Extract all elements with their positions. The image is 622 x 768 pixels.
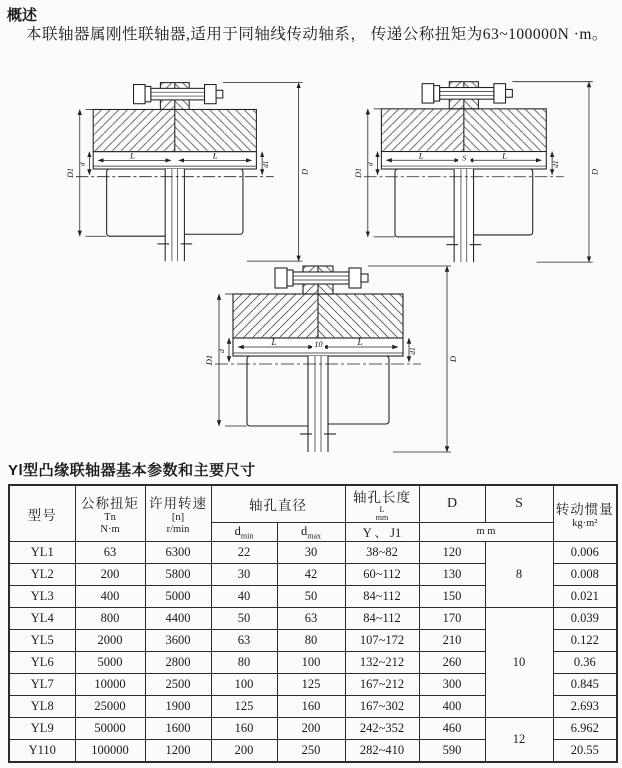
col-header-S: S (485, 485, 553, 523)
cell-S: 8 (485, 542, 553, 608)
col-header-ds-unit: m m (419, 523, 553, 542)
cell-model: YL2 (9, 564, 75, 586)
dim-label-d: d (78, 162, 87, 166)
coupling-diagram-top-right (310, 72, 608, 266)
dim-label-L-left: L (418, 150, 424, 161)
cell-dmax: 63 (277, 608, 345, 630)
cell-dmin: 125 (211, 696, 277, 718)
inertia-label: 转动惯量 (555, 501, 614, 517)
dmax-sub: max (307, 531, 322, 541)
col-header-dmax (277, 523, 345, 542)
col-header-bore-length (345, 485, 419, 523)
cell-model: YL3 (9, 586, 75, 608)
cell-speed: 6300 (145, 542, 211, 564)
cell-dmin: 50 (211, 608, 277, 630)
cell-dmax: 200 (277, 718, 345, 740)
cell-torque: 50000 (75, 718, 145, 740)
parameters-table-body (9, 542, 617, 762)
dim-label-D: D (300, 168, 310, 175)
coupling-drawing (163, 256, 463, 456)
cell-dmax: 125 (277, 674, 345, 696)
cell-speed: 1200 (145, 740, 211, 762)
cell-model: YL7 (9, 674, 75, 696)
dim-label-D1: D1 (66, 167, 76, 178)
cell-dmax: 42 (277, 564, 345, 586)
cell-model: YL9 (9, 718, 75, 740)
cell-dmin: 160 (211, 718, 277, 740)
col-header-bore-diameter: 轴孔直径 (211, 485, 345, 523)
cell-torque: 800 (75, 608, 145, 630)
inertia-unit: kg·m² (572, 517, 598, 529)
dim-label-d1: d1 (551, 160, 560, 168)
cell-bore-length: 282~410 (345, 740, 419, 762)
cell-model: Y110 (9, 740, 75, 762)
cell-speed: 3600 (145, 630, 211, 652)
speed-symbol: [n] (171, 512, 185, 524)
cell-torque: 63 (75, 542, 145, 564)
dmin-base: d (234, 523, 241, 538)
cell-bore-length: 84~112 (345, 608, 419, 630)
cell-torque: 10000 (75, 674, 145, 696)
table-row (9, 718, 617, 740)
cell-S: 10 (485, 608, 553, 718)
cell-S: 12 (485, 718, 553, 762)
cell-D: 590 (419, 740, 485, 762)
dim-label-D1: D1 (354, 167, 364, 178)
bore-length-symbol: L (379, 505, 385, 514)
cell-torque: 100000 (75, 740, 145, 762)
cell-dmin: 100 (211, 674, 277, 696)
coupling-drawing (310, 72, 608, 266)
torque-symbol: Tn (104, 512, 116, 524)
dim-label-d: d (366, 162, 375, 166)
col-header-dmin (211, 523, 277, 542)
dim-label-L-right: L (212, 150, 218, 161)
cell-dmax: 250 (277, 740, 345, 762)
cell-dmax: 100 (277, 652, 345, 674)
cell-inertia: 2.693 (553, 696, 617, 718)
col-header-speed (145, 485, 211, 542)
cell-inertia: 6.962 (553, 718, 617, 740)
cell-dmin: 22 (211, 542, 277, 564)
table-row (9, 542, 617, 564)
cell-torque: 2000 (75, 630, 145, 652)
dim-label-L-left: L (130, 150, 135, 161)
cell-D: 300 (419, 674, 485, 696)
torque-unit: N·m (100, 523, 120, 535)
cell-model: YL1 (9, 542, 75, 564)
cell-bore-length: 107~172 (345, 630, 419, 652)
dim-label-L-right: L (502, 150, 508, 161)
cell-D: 120 (419, 542, 485, 564)
cell-dmin: 30 (211, 564, 277, 586)
cell-model: YL4 (9, 608, 75, 630)
overview-heading: 概述 (7, 8, 38, 24)
dim-label-D: D (448, 355, 458, 363)
cell-D: 400 (419, 696, 485, 718)
cell-torque: 5000 (75, 652, 145, 674)
cell-speed: 4400 (145, 608, 211, 630)
dim-label-center-gap: S (462, 153, 467, 163)
cell-inertia: 0.122 (553, 630, 617, 652)
cell-torque: 200 (75, 564, 145, 586)
cell-model: YL8 (9, 696, 75, 718)
cell-speed: 5800 (145, 564, 211, 586)
cell-inertia: 0.039 (553, 608, 617, 630)
coupling-diagram-top-left (26, 72, 314, 266)
cell-D: 210 (419, 630, 485, 652)
table-row (9, 608, 617, 630)
cell-inertia: 0.36 (553, 652, 617, 674)
col-header-inertia (553, 485, 617, 542)
cell-model: YL6 (9, 652, 75, 674)
cell-bore-length: 38~82 (345, 542, 419, 564)
cell-model: YL5 (9, 630, 75, 652)
dim-label-D: D (590, 168, 600, 175)
dim-label-d1: d1 (408, 347, 417, 355)
cell-bore-length: 167~302 (345, 696, 419, 718)
dmin-sub: min (240, 531, 254, 541)
col-header-D: D (419, 485, 485, 523)
coupling-diagrams (0, 66, 622, 458)
overview-paragraph: 本联轴器属刚性联轴器,适用于同轴线传动轴系， 传递公称扭矩为63~100000N ·m。 (26, 26, 608, 43)
cell-dmax: 50 (277, 586, 345, 608)
dim-label-D1: D1 (204, 354, 214, 366)
dim-label-L-left: L (271, 337, 277, 347)
speed-label: 许用转速 (149, 496, 207, 512)
parameters-table (8, 484, 618, 763)
cell-speed: 1900 (145, 696, 211, 718)
dim-label-d1: d1 (261, 160, 270, 168)
coupling-diagram-bottom-center (163, 256, 463, 456)
cell-inertia: 0.021 (553, 586, 617, 608)
cell-speed: 2800 (145, 652, 211, 674)
cell-dmax: 30 (277, 542, 345, 564)
bore-length-label: 轴孔长度 (353, 490, 411, 505)
table-title: Yl型凸缘联轴器基本参数和主要尺寸 (8, 462, 256, 479)
bore-length-unit: mm (375, 513, 389, 522)
coupling-drawing (26, 72, 314, 266)
cell-dmin: 40 (211, 586, 277, 608)
cell-bore-length: 84~112 (345, 586, 419, 608)
torque-label: 公称扭矩 (81, 496, 139, 512)
cell-D: 460 (419, 718, 485, 740)
cell-dmax: 160 (277, 696, 345, 718)
dim-label-L-right: L (357, 337, 363, 347)
cell-torque: 25000 (75, 696, 145, 718)
dim-label-center-gap: 10 (314, 340, 323, 349)
col-header-model: 型号 (9, 485, 75, 542)
dmax-base: d (300, 523, 308, 538)
cell-D: 150 (419, 586, 485, 608)
cell-dmax: 80 (277, 630, 345, 652)
cell-D: 130 (419, 564, 485, 586)
dim-label-d: d (217, 349, 226, 353)
speed-unit: r/min (166, 523, 190, 535)
cell-speed: 2500 (145, 674, 211, 696)
cell-bore-length: 242~352 (345, 718, 419, 740)
cell-dmin: 80 (211, 652, 277, 674)
cell-D: 170 (419, 608, 485, 630)
cell-dmin: 63 (211, 630, 277, 652)
col-header-torque (75, 485, 145, 542)
cell-torque: 400 (75, 586, 145, 608)
cell-speed: 5000 (145, 586, 211, 608)
cell-bore-length: 60~112 (345, 564, 419, 586)
cell-inertia: 0.006 (553, 542, 617, 564)
cell-inertia: 20.55 (553, 740, 617, 762)
cell-speed: 1600 (145, 718, 211, 740)
cell-inertia: 0.845 (553, 674, 617, 696)
cell-dmin: 200 (211, 740, 277, 762)
cell-inertia: 0.008 (553, 564, 617, 586)
cell-D: 260 (419, 652, 485, 674)
cell-bore-length: 132~212 (345, 652, 419, 674)
col-header-length-types: Y 、 J1 (345, 523, 419, 542)
cell-bore-length: 167~212 (345, 674, 419, 696)
